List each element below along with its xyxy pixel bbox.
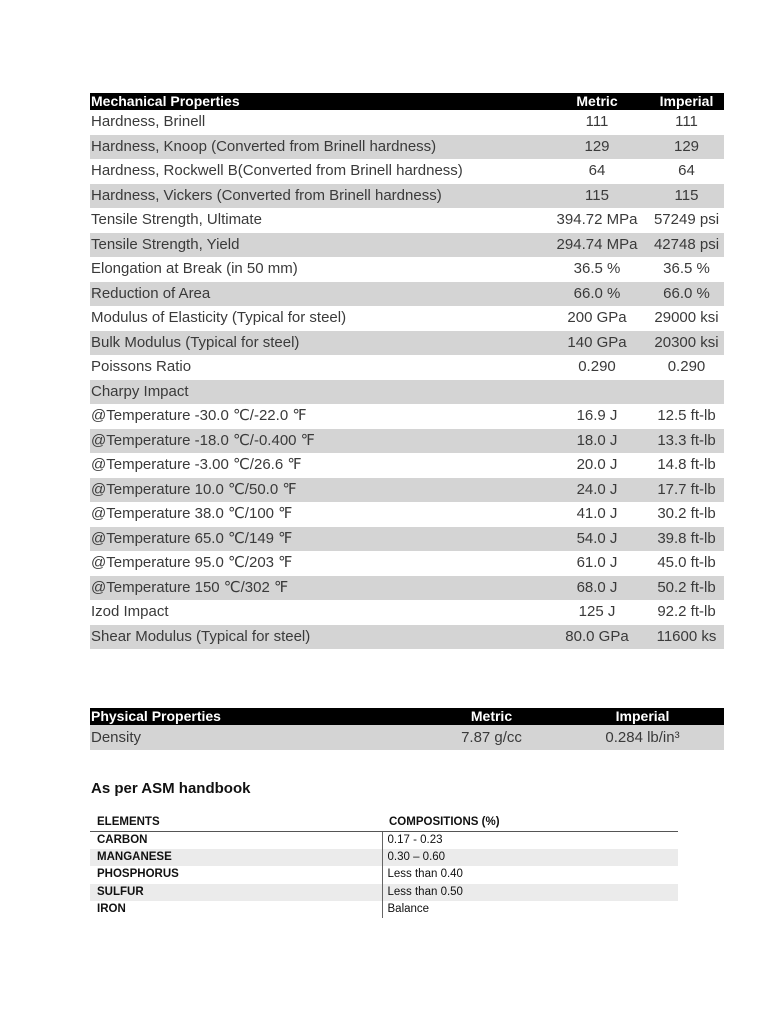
mechanical-imperial-header: Imperial <box>648 93 724 110</box>
composition-row <box>90 866 678 883</box>
mechanical-header-row <box>90 93 724 110</box>
property-label: @Temperature 150 ℃/302 ℉ <box>90 576 545 601</box>
mechanical-row <box>90 159 724 184</box>
mechanical-row <box>90 331 724 356</box>
element-name: PHOSPHORUS <box>97 868 179 881</box>
mechanical-row <box>90 478 724 503</box>
property-label: Tensile Strength, Yield <box>90 233 545 258</box>
metric-value: 200 GPa <box>567 309 627 326</box>
metric-value: 54.0 J <box>545 527 648 552</box>
mechanical-row <box>90 380 724 405</box>
metric-value: 61.0 J <box>576 554 618 571</box>
composition-header-row <box>90 813 678 832</box>
property-label: @Temperature -18.0 ℃/-0.400 ℉ <box>90 429 545 454</box>
property-label: Bulk Modulus (Typical for steel) <box>90 331 545 356</box>
property-label: @Temperature 38.0 ℃/100 ℉ <box>91 505 293 522</box>
mechanical-row <box>90 527 724 552</box>
composition-value: Less than 0.50 <box>382 884 678 901</box>
property-label: Izod Impact <box>91 603 169 620</box>
physical-metric-header: Metric <box>422 708 560 725</box>
imperial-value: 14.8 ft-lb <box>657 456 716 473</box>
element-name: IRON <box>97 902 126 915</box>
source-note: As per ASM handbook <box>91 780 251 797</box>
property-label: @Temperature 65.0 ℃/149 ℉ <box>90 527 545 552</box>
mechanical-row <box>90 306 724 331</box>
composition-row <box>90 832 678 850</box>
mechanical-row <box>90 282 724 307</box>
physical-header-row <box>90 708 724 725</box>
element-name: MANGANESE <box>90 849 382 866</box>
mechanical-row <box>90 184 724 209</box>
mechanical-row <box>90 233 724 258</box>
property-label: Hardness, Knoop (Converted from Brinell hardness) <box>90 135 545 160</box>
composition-table <box>90 813 678 918</box>
mechanical-properties-table <box>90 93 724 649</box>
imperial-value: 42748 psi <box>648 233 724 258</box>
metric-value: 115 <box>545 184 648 209</box>
metric-value: 0.290 <box>578 358 616 375</box>
property-label: @Temperature -3.00 ℃/26.6 ℉ <box>91 456 302 473</box>
mechanical-row <box>90 110 724 135</box>
property-label: Hardness, Vickers (Converted from Brinell hardness) <box>90 184 545 209</box>
imperial-value: 12.5 ft-lb <box>657 407 716 424</box>
metric-value: 111 <box>585 113 609 130</box>
element-name: CARBON <box>97 834 148 846</box>
imperial-value: 17.7 ft-lb <box>648 478 724 503</box>
compositions-header: COMPOSITIONS (%) <box>382 813 678 832</box>
metric-value: 36.5 % <box>573 260 621 277</box>
element-name: SULFUR <box>90 884 382 901</box>
composition-value: 0.17 - 0.23 <box>382 832 678 850</box>
metric-value: 125 J <box>578 603 616 620</box>
metric-value: 7.87 g/cc <box>422 725 560 750</box>
property-label: Reduction of Area <box>90 282 545 307</box>
metric-value: 129 <box>545 135 648 160</box>
mechanical-row <box>90 257 724 282</box>
mechanical-row <box>90 551 724 576</box>
mechanical-row <box>90 208 724 233</box>
mechanical-row <box>90 600 724 625</box>
imperial-value: 0.290 <box>667 358 706 375</box>
metric-value: 18.0 J <box>545 429 648 454</box>
composition-value: Balance <box>382 901 678 918</box>
metric-value: 16.9 J <box>576 407 618 424</box>
metric-value <box>545 380 648 405</box>
imperial-value: 36.5 % <box>663 260 710 277</box>
imperial-value: 129 <box>648 135 724 160</box>
metric-value: 41.0 J <box>576 505 618 522</box>
mechanical-row <box>90 404 724 429</box>
mechanical-row <box>90 355 724 380</box>
property-label: @Temperature 10.0 ℃/50.0 ℉ <box>90 478 545 503</box>
imperial-value: 64 <box>678 162 695 179</box>
mechanical-row <box>90 429 724 454</box>
property-label: Density <box>90 725 422 750</box>
composition-row <box>90 901 678 918</box>
composition-row <box>90 884 678 901</box>
property-label: Modulus of Elasticity (Typical for steel) <box>91 309 347 326</box>
metric-value: 80.0 GPa <box>545 625 648 650</box>
mechanical-row <box>90 576 724 601</box>
metric-value: 394.72 MPa <box>556 211 638 228</box>
property-label: Hardness, Rockwell B(Converted from Brinell hardness) <box>91 162 463 179</box>
metric-value: 140 GPa <box>545 331 648 356</box>
physical-row <box>90 725 724 750</box>
mechanical-metric-header: Metric <box>545 93 648 110</box>
imperial-value: 57249 psi <box>653 211 720 228</box>
property-label: Tensile Strength, Ultimate <box>91 211 262 228</box>
imperial-value: 111 <box>675 113 698 130</box>
elements-header: ELEMENTS <box>90 813 382 832</box>
imperial-value: 50.2 ft-lb <box>648 576 724 601</box>
imperial-value: 92.2 ft-lb <box>657 603 716 620</box>
physical-imperial-header: Imperial <box>560 708 724 725</box>
composition-row <box>90 849 678 866</box>
metric-value: 20.0 J <box>576 456 618 473</box>
metric-value: 24.0 J <box>545 478 648 503</box>
property-label: Charpy Impact <box>90 380 545 405</box>
property-label: Elongation at Break (in 50 mm) <box>91 260 298 277</box>
imperial-value: 20300 ksi <box>648 331 724 356</box>
property-label: @Temperature 95.0 ℃/203 ℉ <box>91 554 293 571</box>
mechanical-title: Mechanical Properties <box>90 93 545 110</box>
imperial-value: 11600 ks <box>648 625 724 650</box>
mechanical-row <box>90 502 724 527</box>
imperial-value <box>648 380 724 405</box>
imperial-value: 13.3 ft-lb <box>648 429 724 454</box>
imperial-value: 66.0 % <box>648 282 724 307</box>
imperial-value: 30.2 ft-lb <box>657 505 716 522</box>
composition-value: 0.30 – 0.60 <box>382 849 678 866</box>
property-label: Shear Modulus (Typical for steel) <box>90 625 545 650</box>
property-label: Poissons Ratio <box>91 358 192 375</box>
metric-value: 64 <box>588 162 606 179</box>
imperial-value: 0.284 lb/in³ <box>560 725 724 750</box>
property-label: Hardness, Brinell <box>91 113 206 130</box>
metric-value: 66.0 % <box>545 282 648 307</box>
mechanical-row <box>90 135 724 160</box>
physical-title: Physical Properties <box>90 708 422 725</box>
imperial-value: 29000 ksi <box>654 309 719 326</box>
metric-value: 294.74 MPa <box>545 233 648 258</box>
physical-properties-table <box>90 708 724 750</box>
metric-value: 68.0 J <box>545 576 648 601</box>
mechanical-row <box>90 453 724 478</box>
imperial-value: 45.0 ft-lb <box>657 554 716 571</box>
mechanical-row <box>90 625 724 650</box>
composition-value: Less than 0.40 <box>382 866 678 883</box>
imperial-value: 39.8 ft-lb <box>648 527 724 552</box>
property-label: @Temperature -30.0 ℃/-22.0 ℉ <box>91 407 307 424</box>
imperial-value: 115 <box>648 184 724 209</box>
